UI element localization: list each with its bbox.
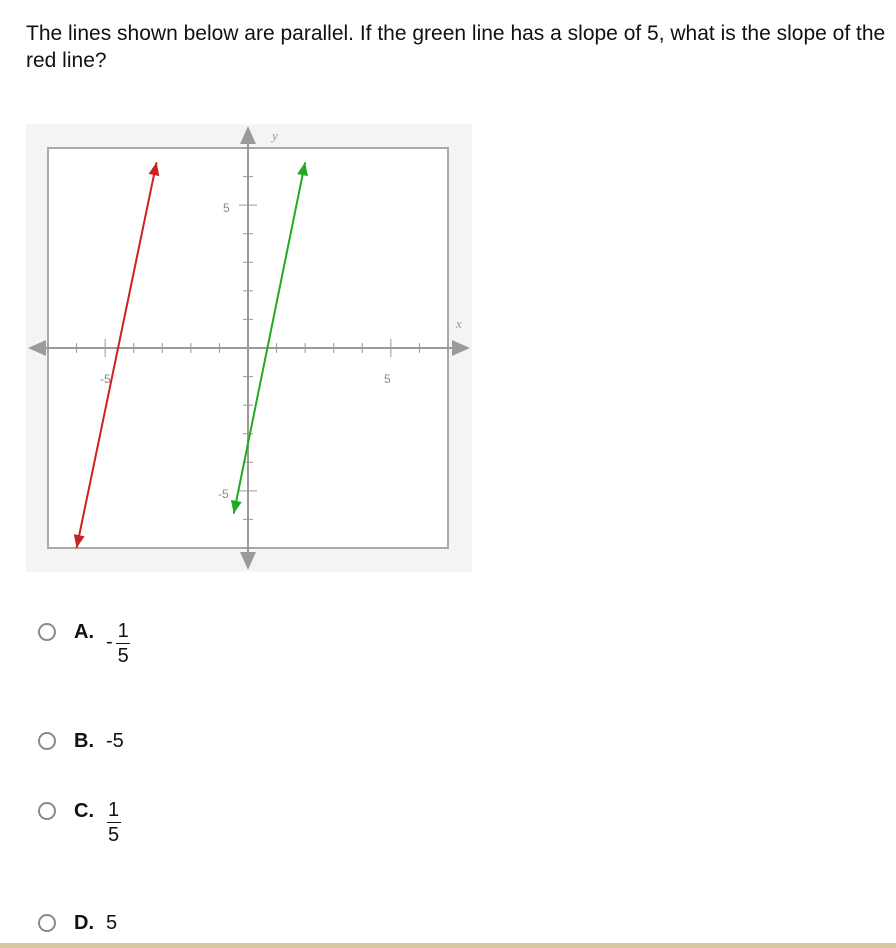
choice-d-value: 5 (106, 912, 118, 934)
choice-c-numerator: 1 (108, 799, 120, 821)
fraction-bar (116, 643, 130, 644)
radio-button-a[interactable] (38, 623, 56, 641)
choice-d[interactable] (38, 911, 117, 935)
choice-b-letter: B. (74, 730, 94, 752)
graph-svg (26, 124, 472, 572)
choice-b[interactable] (38, 729, 124, 753)
choice-a-denominator: 5 (117, 645, 129, 667)
x-tick-label-5: 5 (384, 372, 391, 386)
x-axis-label: x (456, 316, 462, 331)
question-text: The lines shown below are parallel. If the green line has a slope of 5, what is the slope of the red line? (26, 22, 886, 72)
choice-c-fraction (106, 799, 121, 846)
choice-a-letter: A. (74, 621, 94, 643)
choice-b-value: -5 (106, 730, 124, 752)
choice-a-fraction (106, 620, 131, 667)
x-tick-label-neg5: -5 (100, 372, 111, 386)
choice-c[interactable] (38, 799, 121, 846)
bottom-divider (0, 943, 896, 948)
choice-a-sign: - (106, 631, 113, 653)
radio-button-d[interactable] (38, 914, 56, 932)
choice-c-denominator: 5 (108, 824, 120, 846)
radio-button-c[interactable] (38, 802, 56, 820)
y-axis-label: y (272, 128, 278, 143)
y-tick-label-5: 5 (223, 201, 230, 215)
choice-d-letter: D. (74, 912, 94, 934)
radio-button-b[interactable] (38, 732, 56, 750)
fraction-bar (107, 822, 121, 823)
coordinate-graph (26, 124, 472, 572)
choice-a-numerator: 1 (117, 620, 129, 642)
choice-c-letter: C. (74, 800, 94, 822)
choice-a[interactable] (38, 620, 131, 667)
y-tick-label-neg5: -5 (218, 487, 229, 501)
